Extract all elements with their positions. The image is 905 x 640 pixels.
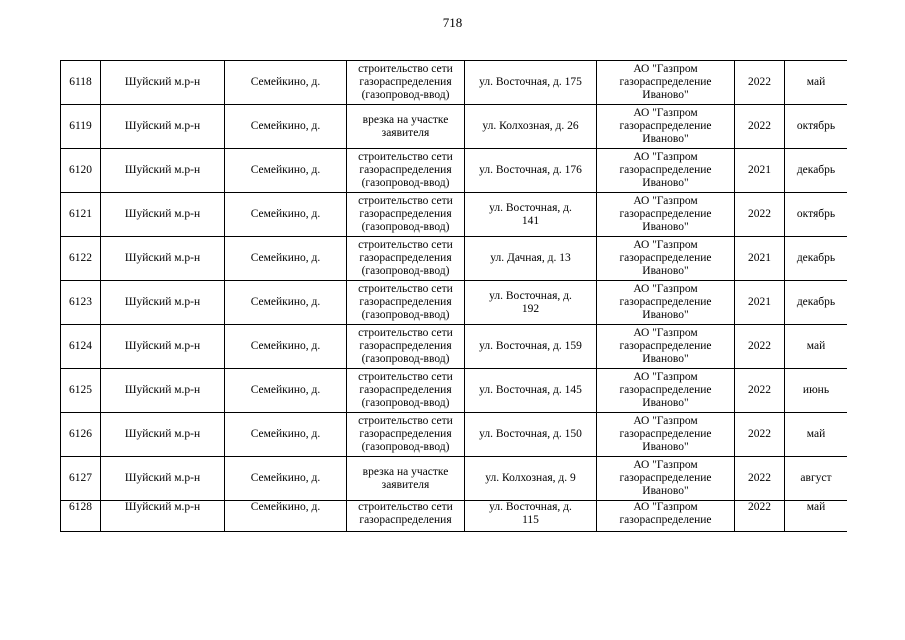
- table-row: [61, 105, 848, 149]
- table-row: [61, 413, 848, 457]
- work-type-cell: [347, 457, 465, 501]
- page-number: 718: [442, 15, 463, 30]
- work-type-cell-line: строительство сети: [358, 151, 453, 163]
- address-cell: [465, 61, 597, 105]
- table-viewport: [60, 60, 847, 542]
- address-cell: [465, 149, 597, 193]
- address-cell: [465, 193, 597, 237]
- address-cell: [465, 325, 597, 369]
- table-row: [61, 325, 848, 369]
- work-type-cell-line: (газопровод-ввод): [361, 89, 450, 101]
- row-number: 6127: [61, 457, 101, 501]
- row-number: 6125: [61, 369, 101, 413]
- organization-cell-line: газораспределение: [619, 514, 712, 526]
- organization-cell-line: газораспределение: [619, 164, 712, 176]
- locality-cell: Семейкино, д.: [225, 149, 347, 193]
- organization-cell-line: Иваново": [642, 397, 689, 409]
- year-cell: 2021: [735, 149, 785, 193]
- organization-cell-line: Иваново": [642, 485, 689, 497]
- work-type-cell-line: строительство сети: [358, 63, 453, 75]
- organization-cell: [597, 281, 735, 325]
- work-type-cell-line: газораспределения: [359, 76, 452, 88]
- address-cell-line: 192: [521, 302, 540, 315]
- district-cell: Шуйский м.р-н: [101, 61, 225, 105]
- organization-cell-line: АО "Газпром: [633, 107, 698, 119]
- row-number: 6119: [61, 105, 101, 149]
- organization-cell-line: Иваново": [642, 441, 689, 453]
- organization-cell-line: Иваново": [642, 265, 689, 277]
- address-cell-line: ул. Колхозная, д. 9: [485, 472, 576, 484]
- row-number: 6126: [61, 413, 101, 457]
- table-row: [61, 149, 848, 193]
- work-type-cell-line: строительство сети: [358, 501, 453, 513]
- organization-cell-line: газораспределение: [619, 252, 712, 264]
- table-row: [61, 61, 848, 105]
- organization-cell: [597, 105, 735, 149]
- organization-cell-line: АО "Газпром: [633, 239, 698, 251]
- month-cell: май: [785, 413, 848, 457]
- work-type-cell-line: (газопровод-ввод): [361, 265, 450, 277]
- organization-cell-line: АО "Газпром: [633, 415, 698, 427]
- work-type-cell-line: строительство сети: [358, 415, 453, 427]
- address-cell-line: ул. Восточная, д. 150: [479, 428, 582, 440]
- year-cell: 2022: [735, 501, 785, 532]
- district-cell: Шуйский м.р-н: [101, 237, 225, 281]
- table-row: [61, 369, 848, 413]
- address-cell-line: ул. Восточная, д.: [489, 501, 572, 513]
- work-type-cell-line: заявителя: [381, 478, 430, 491]
- work-type-cell: [347, 413, 465, 457]
- organization-cell-line: газораспределение: [619, 120, 712, 132]
- work-type-cell-line: (газопровод-ввод): [361, 353, 450, 365]
- work-type-cell-line: заявителя: [381, 126, 430, 139]
- organization-cell-line: газораспределение: [619, 296, 712, 308]
- row-number: 6128: [61, 501, 101, 532]
- address-cell-line: ул. Восточная, д. 175: [479, 76, 582, 88]
- organization-cell: [597, 237, 735, 281]
- address-cell-line: ул. Восточная, д. 176: [479, 164, 582, 176]
- work-type-cell-line: (газопровод-ввод): [361, 441, 450, 453]
- district-cell: Шуйский м.р-н: [101, 193, 225, 237]
- organization-cell-line: АО "Газпром: [633, 327, 698, 339]
- address-cell: [465, 457, 597, 501]
- work-type-cell-line: (газопровод-ввод): [361, 177, 450, 189]
- organization-cell-line: АО "Газпром: [633, 371, 698, 383]
- district-cell: Шуйский м.р-н: [101, 369, 225, 413]
- work-type-cell: [347, 281, 465, 325]
- locality-cell: Семейкино, д.: [225, 325, 347, 369]
- organization-cell-line: АО "Газпром: [633, 151, 698, 163]
- work-type-cell: [347, 105, 465, 149]
- work-type-cell-line: газораспределения: [359, 340, 452, 352]
- work-type-cell: [347, 149, 465, 193]
- organization-cell: [597, 413, 735, 457]
- organization-cell: [597, 61, 735, 105]
- address-cell-line: ул. Восточная, д. 145: [479, 384, 582, 396]
- month-cell: октябрь: [785, 105, 848, 149]
- organization-cell: [597, 501, 735, 532]
- table-row: [61, 457, 848, 501]
- month-cell: декабрь: [785, 237, 848, 281]
- work-type-cell: [347, 501, 465, 532]
- district-cell: Шуйский м.р-н: [101, 105, 225, 149]
- year-cell: 2021: [735, 281, 785, 325]
- work-type-cell-line: газораспределения: [359, 296, 452, 308]
- work-type-cell-line: строительство сети: [358, 371, 453, 383]
- work-type-cell-line: (газопровод-ввод): [361, 309, 450, 321]
- year-cell: 2022: [735, 457, 785, 501]
- table-row: [61, 501, 848, 532]
- work-type-cell-line: строительство сети: [358, 195, 453, 207]
- year-cell: 2022: [735, 369, 785, 413]
- locality-cell: Семейкино, д.: [225, 61, 347, 105]
- gas-registry-table: [60, 60, 847, 532]
- work-type-cell-line: (газопровод-ввод): [361, 221, 450, 233]
- month-cell: октябрь: [785, 193, 848, 237]
- work-type-cell-line: газораспределения: [359, 252, 452, 264]
- row-number: 6121: [61, 193, 101, 237]
- organization-cell-line: Иваново": [642, 89, 689, 101]
- address-cell: [465, 237, 597, 281]
- address-cell-line: ул. Дачная, д. 13: [490, 252, 571, 264]
- district-cell: Шуйский м.р-н: [101, 413, 225, 457]
- organization-cell-line: АО "Газпром: [633, 283, 698, 295]
- work-type-cell-line: строительство сети: [358, 327, 453, 339]
- work-type-cell-line: газораспределения: [359, 208, 452, 220]
- address-cell-line: ул. Колхозная, д. 26: [482, 120, 579, 132]
- work-type-cell-line: (газопровод-ввод): [361, 397, 450, 409]
- month-cell: май: [785, 325, 848, 369]
- organization-cell-line: Иваново": [642, 309, 689, 321]
- table-row: [61, 281, 848, 325]
- organization-cell: [597, 325, 735, 369]
- month-cell: август: [785, 457, 848, 501]
- year-cell: 2022: [735, 105, 785, 149]
- row-number: 6124: [61, 325, 101, 369]
- work-type-cell-line: врезка на участке: [362, 113, 449, 126]
- locality-cell: Семейкино, д.: [225, 105, 347, 149]
- work-type-cell-line: газораспределения: [359, 164, 452, 176]
- address-cell: [465, 105, 597, 149]
- address-cell: [465, 413, 597, 457]
- work-type-cell-line: газораспределения: [359, 514, 452, 526]
- locality-cell: Семейкино, д.: [225, 281, 347, 325]
- address-cell: [465, 501, 597, 532]
- address-cell-line: ул. Восточная, д.: [489, 289, 572, 302]
- organization-cell: [597, 149, 735, 193]
- organization-cell-line: газораспределение: [619, 76, 712, 88]
- district-cell: Шуйский м.р-н: [101, 281, 225, 325]
- locality-cell: Семейкино, д.: [225, 457, 347, 501]
- organization-cell: [597, 369, 735, 413]
- locality-cell: Семейкино, д.: [225, 237, 347, 281]
- work-type-cell: [347, 237, 465, 281]
- locality-cell: Семейкино, д.: [225, 193, 347, 237]
- organization-cell-line: Иваново": [642, 221, 689, 233]
- district-cell: Шуйский м.р-н: [101, 325, 225, 369]
- table-row: [61, 193, 848, 237]
- year-cell: 2022: [735, 325, 785, 369]
- month-cell: декабрь: [785, 149, 848, 193]
- work-type-cell: [347, 325, 465, 369]
- work-type-cell-line: строительство сети: [358, 239, 453, 251]
- address-cell: [465, 369, 597, 413]
- organization-cell-line: газораспределение: [619, 472, 712, 484]
- work-type-cell: [347, 193, 465, 237]
- month-cell: декабрь: [785, 281, 848, 325]
- work-type-cell: [347, 369, 465, 413]
- locality-cell: Семейкино, д.: [225, 369, 347, 413]
- row-number: 6122: [61, 237, 101, 281]
- address-cell-line: ул. Восточная, д. 159: [479, 340, 582, 352]
- work-type-cell-line: строительство сети: [358, 283, 453, 295]
- organization-cell-line: газораспределение: [619, 428, 712, 440]
- address-cell-line: ул. Восточная, д.: [489, 201, 572, 214]
- organization-cell-line: Иваново": [642, 177, 689, 189]
- work-type-cell: [347, 61, 465, 105]
- organization-cell-line: АО "Газпром: [633, 63, 698, 75]
- year-cell: 2021: [735, 237, 785, 281]
- organization-cell-line: АО "Газпром: [633, 459, 698, 471]
- month-cell: май: [785, 501, 848, 532]
- organization-cell-line: Иваново": [642, 133, 689, 145]
- address-cell: [465, 281, 597, 325]
- organization-cell-line: АО "Газпром: [633, 195, 698, 207]
- district-cell: Шуйский м.р-н: [101, 501, 225, 532]
- address-cell-line: 141: [521, 214, 540, 227]
- locality-cell: Семейкино, д.: [225, 413, 347, 457]
- month-cell: май: [785, 61, 848, 105]
- work-type-cell-line: газораспределения: [359, 384, 452, 396]
- organization-cell-line: АО "Газпром: [633, 501, 698, 513]
- organization-cell-line: газораспределение: [619, 208, 712, 220]
- table-row: [61, 237, 848, 281]
- work-type-cell-line: врезка на участке: [362, 465, 449, 478]
- locality-cell: Семейкино, д.: [225, 501, 347, 532]
- district-cell: Шуйский м.р-н: [101, 149, 225, 193]
- work-type-cell-line: газораспределения: [359, 428, 452, 440]
- address-cell-line: 115: [522, 514, 539, 526]
- organization-cell: [597, 193, 735, 237]
- district-cell: Шуйский м.р-н: [101, 457, 225, 501]
- organization-cell-line: газораспределение: [619, 340, 712, 352]
- year-cell: 2022: [735, 193, 785, 237]
- row-number: 6123: [61, 281, 101, 325]
- organization-cell-line: газораспределение: [619, 384, 712, 396]
- row-number: 6120: [61, 149, 101, 193]
- year-cell: 2022: [735, 413, 785, 457]
- organization-cell: [597, 457, 735, 501]
- row-number: 6118: [61, 61, 101, 105]
- organization-cell-line: Иваново": [642, 353, 689, 365]
- year-cell: 2022: [735, 61, 785, 105]
- month-cell: июнь: [785, 369, 848, 413]
